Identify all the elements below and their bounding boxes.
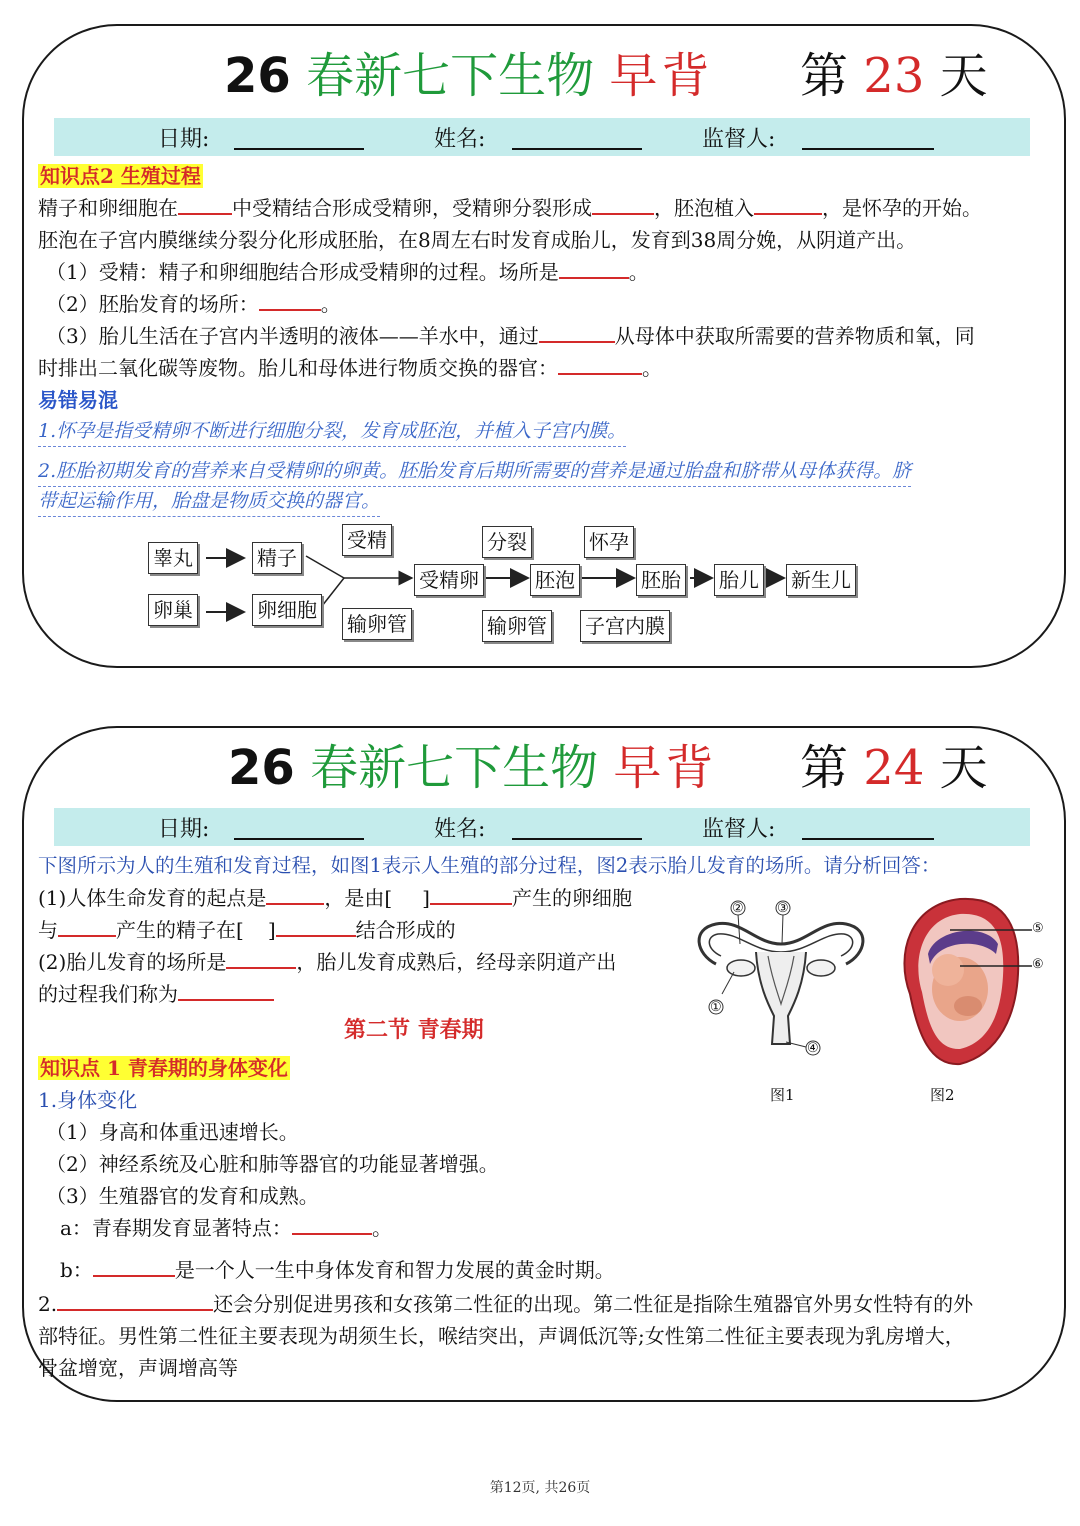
date-label: 日期: [158,127,210,152]
i2-a: （2）胚胎发育的场所： [46,292,259,316]
bullet-a [60,1212,392,1244]
knowledge-heading [38,1052,290,1084]
day23-card [22,24,1066,668]
q1-g: ] [267,918,276,942]
bullet-1: （1）身高和体重迅速增长。 [46,1120,299,1144]
i3-c: 时排出二氧化碳等废物。胎儿和母体进行物质交换的器官： [38,356,558,380]
q2-c: 的过程我们称为 [38,982,178,1006]
flow-endometrium: 子宫内膜 [580,610,670,642]
marker-5: ⑤ [1032,921,1044,936]
supervisor-label: 监督人: [702,817,776,842]
confuse-2b: 带起运输作用，胎盘是物质交换的器官。 [38,486,380,517]
subheading-body-change: 1.身体变化 [38,1088,138,1112]
marker-4: ④ [807,1041,819,1056]
uterus-figure [686,894,876,1064]
title-subject: 春新七下生物 [310,740,599,796]
supervisor-field[interactable] [802,838,934,840]
i1-a: （1）受精：精子和卵细胞结合形成受精卵的过程。场所是 [46,260,559,284]
title-zaobei: 早背 [613,740,718,796]
p1-c: ，胚泡植入 [654,196,754,220]
q1-e: 与 [38,918,58,942]
day-counter [800,738,988,798]
confuse-1: 1.怀孕是指受精卵不断进行细胞分裂，发育成胚泡，并植入子宫内膜。 [38,416,626,447]
marker-3: ③ [777,901,789,916]
day24-card [22,726,1066,1402]
p2-b: 还会分别促进男孩和女孩第二性征的出现。第二性征是指除生殖器官外男女性特有的外 [213,1292,974,1316]
paragraph-2-cont: 部特征。男性第二性征主要表现为胡须生长，喉结突出，声调低沉等;女性第二性征主要表现为乳房增大， [38,1324,965,1348]
supervisor-label: 监督人: [702,127,776,152]
flow-newborn: 新生儿 [786,564,856,596]
blank[interactable] [58,917,116,937]
title-number: 26 [224,48,291,104]
flow-fertilization: 受精 [342,524,392,556]
name-field[interactable] [512,838,642,840]
info-band [54,808,1030,846]
intro-text: 下图所示为人的生殖和发育过程，如图1表示人生殖的部分过程，图2表示胎儿发育的场所。请分析回答： [38,854,941,877]
name-label: 姓名: [434,127,486,152]
section-title: 第二节 青春期 [344,1017,484,1043]
blank[interactable] [430,885,512,905]
confuse-2a: 2.胚胎初期发育的营养来自受精卵的卵黄。胚胎发育后期所需要的营养是通过胎盘和脐带从母体获得。脐 [38,456,911,487]
heading-text: 知识点2 生殖过程 [40,164,201,188]
q1-f: 产生的精子在[ [116,918,244,942]
bb-a: b： [60,1258,93,1282]
marker-1: ① [710,1000,722,1015]
flow-oviduct-2: 输卵管 [482,610,552,642]
bullet-b [60,1254,615,1286]
q1-a: (1)人体生命发育的起点是 [38,886,267,910]
q1-d: 产生的卵细胞 [511,886,632,910]
blank[interactable] [178,981,274,1001]
flow-sperm: 精子 [252,542,302,574]
bullet-3: （3）生殖器官的发育和成熟。 [46,1184,319,1208]
day-prefix: 第 [800,740,849,796]
p1-b: 中受精结合形成受精卵，受精卵分裂形成 [232,196,592,220]
flow-ovary: 卵巢 [148,594,198,626]
question-2-cont [38,978,274,1010]
arrow [306,556,344,578]
ba-a: a：青春期发育显著特点： [60,1216,292,1240]
i1-b: 。 [628,260,649,284]
q1-c: ] [422,886,430,910]
fetus-figure [890,894,1040,1074]
page-footer: 第12页, 共26页 [489,1480,591,1496]
name-label: 姓名: [434,817,486,842]
arrow [322,578,344,606]
i3-a: （3）胎儿生活在子宫内半透明的液体——羊水中，通过 [46,324,539,348]
blank[interactable] [57,1291,213,1311]
q1-h: 结合形成的 [355,918,456,942]
title-number: 26 [228,740,295,796]
q1-b: ，是由[ [324,886,393,910]
marker-6: ⑥ [1032,957,1044,972]
paragraph-2 [38,1288,973,1320]
p1-a: 精子和卵细胞在 [38,196,178,220]
blank[interactable] [93,1257,175,1277]
blank[interactable] [266,885,324,905]
flow-pregnancy: 怀孕 [584,526,634,558]
day-number: 24 [863,740,925,796]
bullet-2: （2）神经系统及心脏和肺等器官的功能显著增强。 [46,1152,499,1176]
card-title [228,738,717,798]
flow-testis: 睾丸 [148,542,198,574]
bb-b: 是一个人一生中身体发育和智力发展的黄金时期。 [174,1258,615,1282]
blank[interactable] [292,1215,372,1235]
q2-a: (2)胎儿发育的场所是 [38,950,227,974]
flow-zygote: 受精卵 [414,564,484,596]
p2-a: 2. [38,1292,58,1316]
day-suffix: 天 [939,48,988,104]
question-1 [38,882,632,914]
paragraph-2: 胚泡在子宫内膜继续分裂分化形成胚胎，在8周左右时发育成胎儿，发育到38周分娩，从阴道产出。 [38,228,917,252]
day-number: 23 [863,48,925,104]
question-2 [38,946,616,978]
flow-division: 分裂 [482,526,532,558]
flow-blastocyst: 胚泡 [530,564,580,596]
i3-b: 从母体中获取所需要的营养物质和氧，同 [614,324,975,348]
question-1-cont [38,914,456,946]
ba-b: 。 [371,1216,392,1240]
q2-b: ，胎儿发育成熟后，经母亲阴道产出 [296,950,617,974]
marker-2: ② [732,901,744,916]
title-subject: 春新七下生物 [306,48,595,104]
p1-d: ，是怀孕的开始。 [822,196,982,220]
blank[interactable] [276,917,356,937]
date-label: 日期: [158,817,210,842]
i2-b: 。 [320,292,341,316]
i3-d: 。 [642,356,662,380]
flow-egg: 卵细胞 [252,594,322,626]
confuse-title: 易错易混 [38,388,118,412]
paragraph-2-end: 骨盆增宽，声调增高等 [38,1356,238,1380]
figure-2-caption: 图2 [930,1086,955,1104]
blank[interactable] [226,949,296,969]
heading-text: 知识点 1 青春期的身体变化 [40,1056,288,1080]
flow-fetus: 胎儿 [714,564,764,596]
title-zaobei: 早背 [609,48,714,104]
day-prefix: 第 [800,48,849,104]
figure-1-caption: 图1 [770,1086,795,1104]
date-field[interactable] [234,838,364,840]
flow-oviduct-1: 输卵管 [342,608,412,640]
flow-embryo: 胚胎 [636,564,686,596]
day-suffix: 天 [939,740,988,796]
